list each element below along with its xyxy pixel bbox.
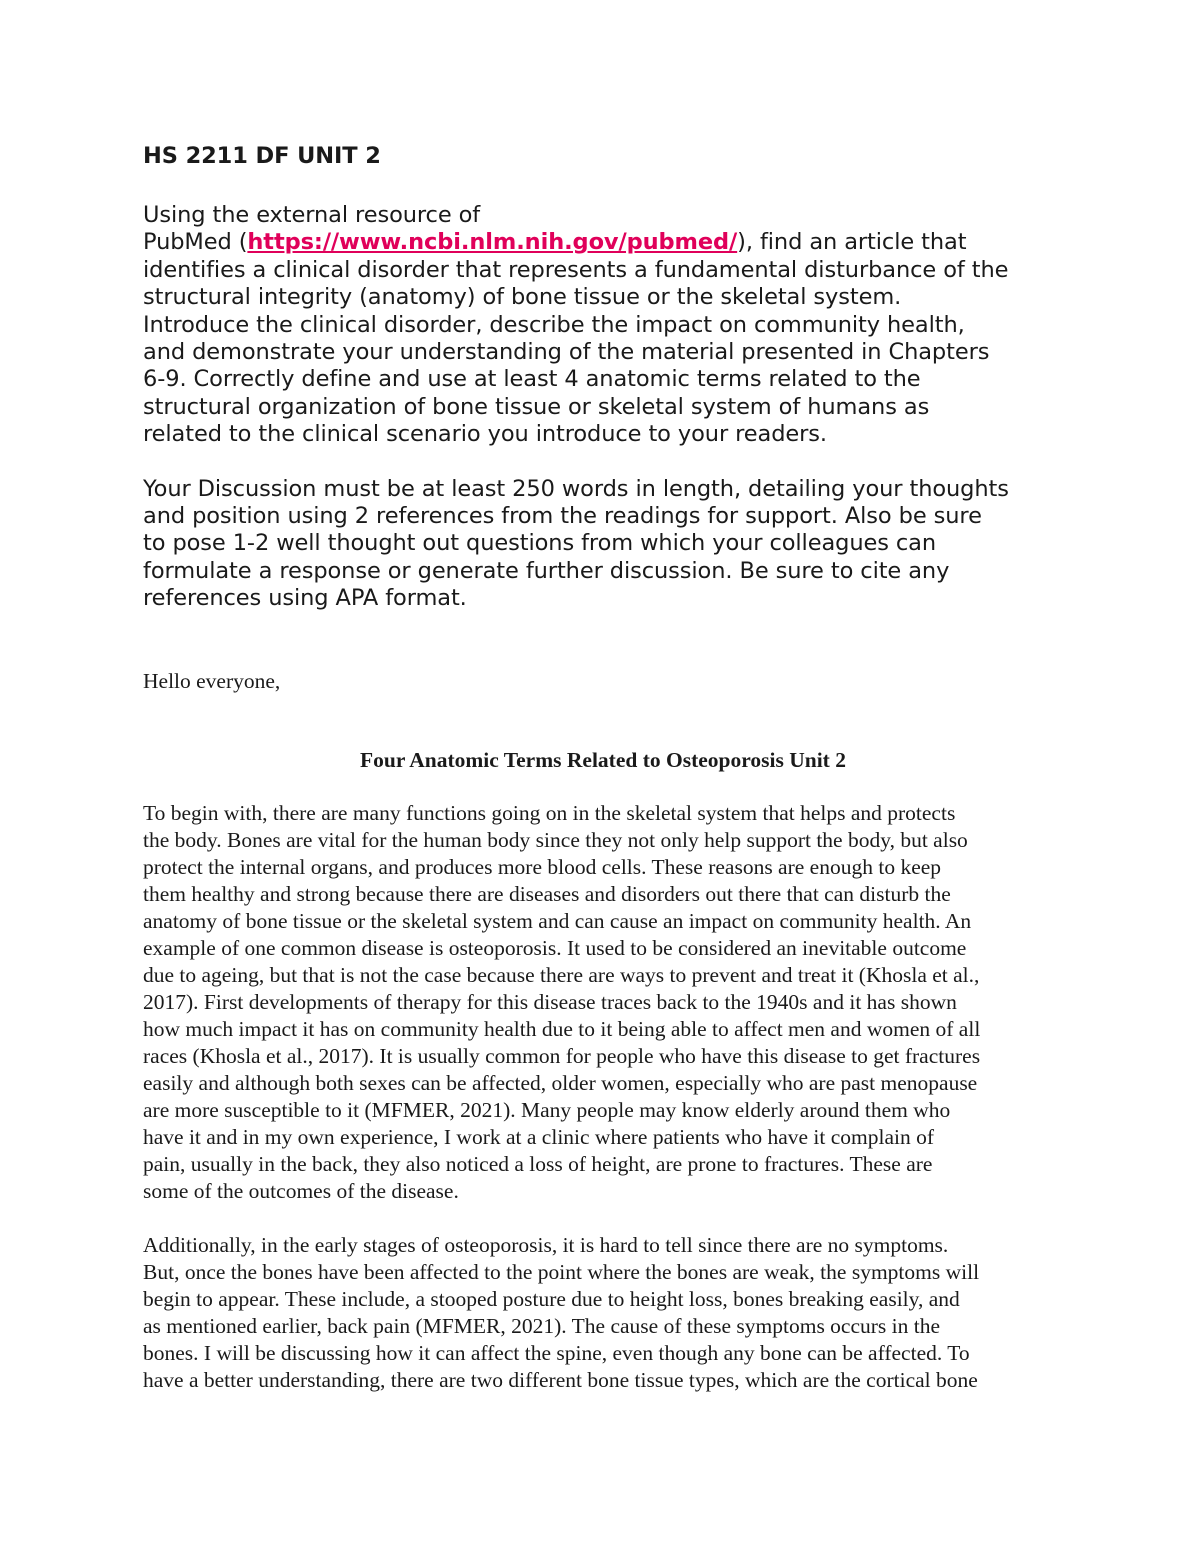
prompt-paragraph-2 [143, 476, 1063, 613]
body-line: bones. I will be discussing how it can affect the spine, even though any bone can be affected. To [143, 1340, 970, 1365]
body-line: 2017). First developments of therapy for this disease traces back to the 1940s and it has shown [143, 989, 957, 1014]
body-paragraph-1 [143, 800, 1063, 1205]
prompt-line: and position using 2 references from the readings for support. Also be sure [143, 503, 982, 530]
prompt-line: related to the clinical scenario you introduce to your readers. [143, 421, 827, 448]
body-line: example of one common disease is osteoporosis. It used to be considered an inevitable outcome [143, 935, 967, 960]
pubmed-link[interactable]: https://www.ncbi.nlm.nih.gov/pubmed/ [247, 229, 738, 256]
body-line: easily and although both sexes can be affected, older women, especially who are past menopause [143, 1070, 978, 1095]
pubmed-label: PubMed ( [143, 229, 248, 256]
prompt-line: structural organization of bone tissue or skeletal system of humans as [143, 393, 930, 420]
greeting: Hello everyone, [143, 668, 281, 693]
body-line: as mentioned earlier, back pain (MFMER, 2021). The cause of these symptoms occurs in the [143, 1313, 941, 1338]
prompt-line: structural integrity (anatomy) of bone tissue or the skeletal system. [143, 284, 902, 311]
prompt-line: Your Discussion must be at least 250 words in length, detailing your thoughts [143, 475, 1009, 502]
prompt-line: formulate a response or generate further discussion. Be sure to cite any [143, 557, 950, 584]
body-paragraph-2 [143, 1232, 1063, 1394]
body-line: due to ageing, but that is not the case because there are ways to prevent and treat it (Khosla et al., [143, 962, 980, 987]
prompt-paragraph-1 [143, 202, 1063, 449]
body-line: races (Khosla et al., 2017). It is usually common for people who have this disease to get fractures [143, 1043, 981, 1068]
prompt-line: references using APA format. [143, 585, 467, 612]
body-line: Additionally, in the early stages of osteoporosis, it is hard to tell since there are no symptoms. [143, 1232, 949, 1257]
body-line: begin to appear. These include, a stooped posture due to height loss, bones breaking easily, and [143, 1286, 960, 1311]
body-line: have it and in my own experience, I work at a clinic where patients who have it complain of [143, 1124, 935, 1149]
body-line: the body. Bones are vital for the human body since they not only help support the body, but also [143, 827, 968, 852]
document-page [143, 138, 1063, 1394]
prompt-line: 6-9. Correctly define and use at least 4 anatomic terms related to the [143, 366, 921, 393]
body-line: anatomy of bone tissue or the skeletal system and can cause an impact on community health. An [143, 908, 972, 933]
body-line: To begin with, there are many functions going on in the skeletal system that helps and protects [143, 800, 956, 825]
body-line: are more susceptible to it (MFMER, 2021). Many people may know elderly around them who [143, 1097, 951, 1122]
body-line: But, once the bones have been affected to the point where the bones are weak, the symptoms will [143, 1259, 980, 1284]
body-line: how much impact it has on community health due to it being able to affect men and women of all [143, 1016, 981, 1041]
link-trailing-text: ), find an article that [737, 229, 967, 256]
prompt-line: Introduce the clinical disorder, describe the impact on community health, [143, 311, 965, 338]
prompt-line-with-link [143, 229, 1063, 256]
prompt-line: to pose 1-2 well thought out questions from which your colleagues can [143, 530, 937, 557]
body-line: protect the internal organs, and produces more blood cells. These reasons are enough to keep [143, 854, 942, 879]
body-line: pain, usually in the back, they also noticed a loss of height, are prone to fractures. These are [143, 1151, 933, 1176]
prompt-line: and demonstrate your understanding of the material presented in Chapters [143, 339, 990, 366]
prompt-line: Using the external resource of [143, 202, 481, 228]
body-line: some of the outcomes of the disease. [143, 1178, 459, 1203]
prompt-line: identifies a clinical disorder that represents a fundamental disturbance of the [143, 256, 1009, 283]
essay-title: Four Anatomic Terms Related to Osteoporosis Unit 2 [360, 747, 846, 772]
body-line: them healthy and strong because there are diseases and disorders out there that can disturb the [143, 881, 951, 906]
body-line: have a better understanding, there are two different bone tissue types, which are the cortical bone [143, 1367, 978, 1392]
document-title: HS 2211 DF UNIT 2 [143, 143, 381, 169]
